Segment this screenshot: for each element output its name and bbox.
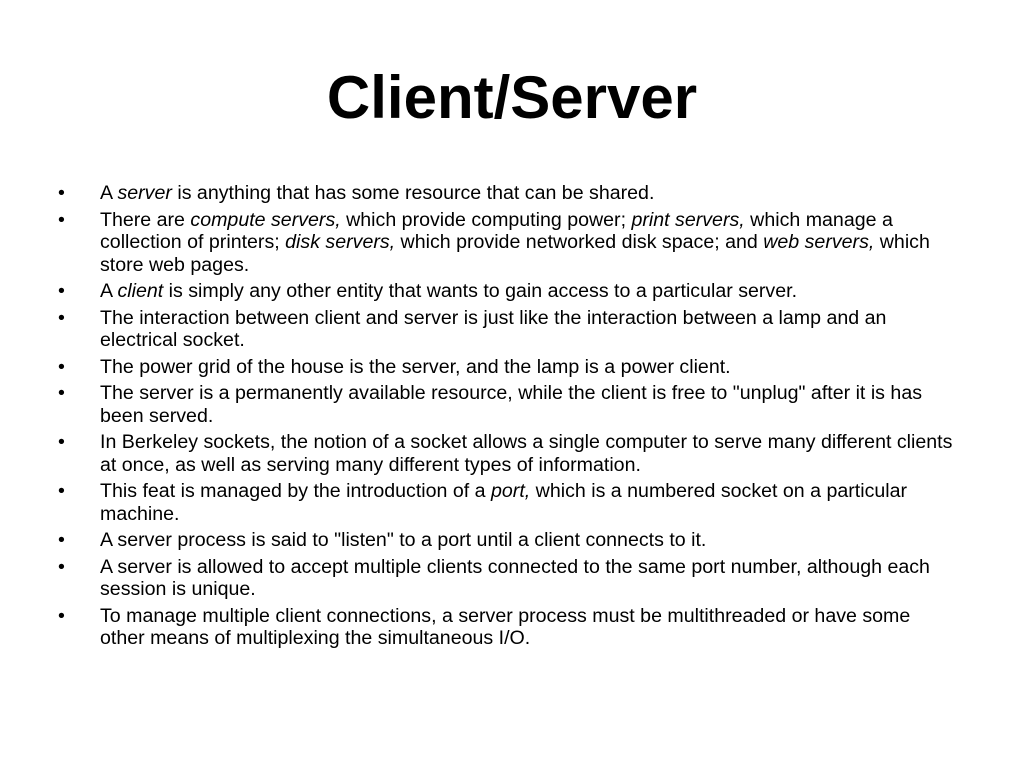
bullet-italic-term: compute servers, bbox=[190, 208, 341, 231]
bullet-text: is simply any other entity that wants to gain access to a particular server. bbox=[163, 280, 798, 302]
bullet-italic-term: print servers, bbox=[631, 208, 745, 231]
bullet-text: In Berkeley sockets, the notion of a socket allows a single computer to serve many different clients at once, as well as serving many different types of information. bbox=[100, 431, 953, 476]
bullet-item bbox=[58, 182, 958, 205]
bullet-text: A server process is said to "listen" to a port until a client connects to it. bbox=[100, 529, 707, 551]
bullet-text: The interaction between client and server is just like the interaction between a lamp and an electrical socket. bbox=[100, 306, 887, 351]
bullet-dot-icon: • bbox=[58, 382, 65, 404]
bullet-dot-icon: • bbox=[58, 555, 65, 578]
bullet-dot-icon: • bbox=[58, 208, 65, 231]
bullet-dot-icon: • bbox=[58, 182, 65, 204]
bullet-text: This feat is managed by the introduction of a bbox=[100, 480, 492, 502]
bullet-text: which provide networked disk space; and bbox=[395, 231, 764, 253]
bullet-italic-term: disk servers, bbox=[285, 231, 396, 253]
bullet-dot-icon: • bbox=[58, 355, 65, 378]
bullet-text: A server is allowed to accept multiple clients connected to the same port number, although each session is unique. bbox=[100, 555, 930, 600]
bullet-text: The server is a permanently available resource, while the client is free to "unplug" after it is has been served. bbox=[100, 382, 923, 427]
bullet-text: There are bbox=[100, 208, 191, 231]
slide-title: Client/Server bbox=[326, 64, 698, 131]
bullet-item bbox=[58, 307, 958, 352]
bullet-text: A bbox=[100, 280, 118, 302]
bullet-text: which provide computing power; bbox=[340, 208, 632, 231]
bullet-item bbox=[58, 529, 958, 552]
bullet-dot-icon: • bbox=[58, 431, 65, 453]
bullet-text: A bbox=[100, 182, 118, 204]
bullet-italic-term: port, bbox=[491, 480, 531, 502]
bullet-dot-icon: • bbox=[58, 306, 65, 329]
bullet-item bbox=[58, 280, 958, 303]
bullet-text: The power grid of the house is the server, and the lamp is a power client. bbox=[100, 355, 731, 378]
bullet-dot-icon: • bbox=[58, 480, 65, 502]
bullet-text: which is a numbered socket on a particular machine. bbox=[100, 480, 908, 525]
bullet-item bbox=[58, 480, 958, 525]
bullet-dot-icon: • bbox=[58, 529, 65, 551]
bullet-dot-icon: • bbox=[58, 280, 65, 302]
bullet-item bbox=[58, 605, 958, 650]
bullet-text: To manage multiple client connections, a server process must be multithreaded or have some other means of multiplexing the simultaneous I/O. bbox=[100, 604, 911, 649]
bullet-text: which manage a collection of printers; bbox=[100, 208, 893, 253]
bullet-italic-term: server bbox=[117, 182, 172, 204]
bullet-item bbox=[58, 382, 958, 427]
bullet-text: which store web pages. bbox=[100, 231, 930, 276]
bullet-item bbox=[58, 431, 958, 476]
bullet-italic-term: web servers, bbox=[763, 231, 875, 253]
bullet-item bbox=[58, 356, 958, 379]
bullet-italic-term: client bbox=[117, 280, 164, 302]
bullet-dot-icon: • bbox=[58, 604, 65, 627]
bullet-list bbox=[58, 182, 958, 654]
bullet-text: is anything that has some resource that can be shared. bbox=[171, 182, 655, 204]
bullet-item bbox=[58, 556, 958, 601]
bullet-item bbox=[58, 209, 958, 277]
